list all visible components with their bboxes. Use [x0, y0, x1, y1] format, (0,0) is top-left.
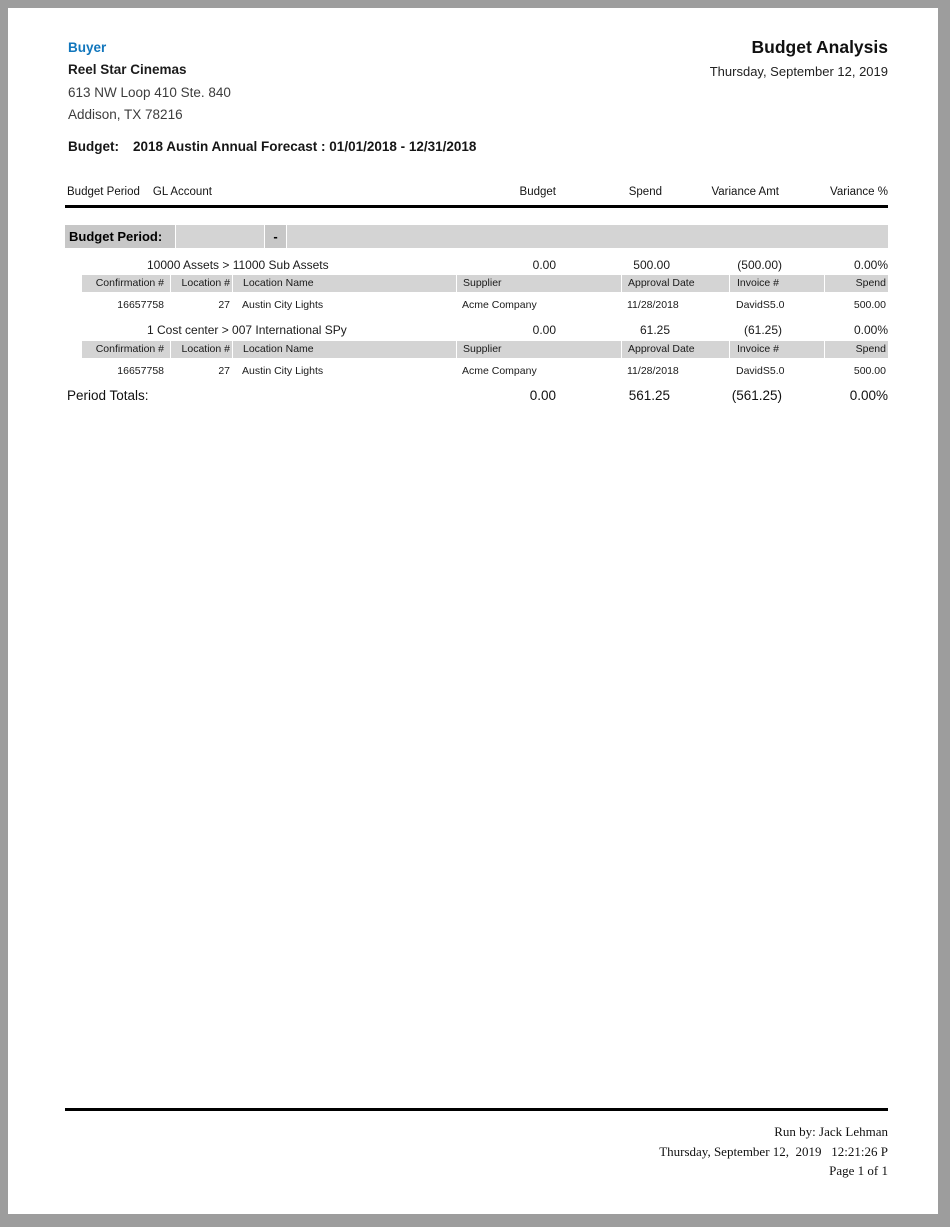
gl-variance-pct-value: 0.00% — [853, 323, 888, 337]
detail-header-invoice: Invoice # — [729, 275, 824, 292]
detail-header-location-name: Location Name — [232, 275, 456, 292]
detail-supplier: Acme Company — [462, 365, 537, 377]
buyer-address-line1: 613 NW Loop 410 Ste. 840 — [68, 85, 231, 100]
detail-invoice: DavidS5.0 — [736, 299, 785, 311]
detail-header-location-num: Location # — [170, 275, 232, 292]
report-date: Thursday, September 12, 2019 — [709, 64, 888, 79]
budget-value: 2018 Austin Annual Forecast : 01/01/2018 - 12/31/2018 — [133, 139, 477, 154]
buyer-name: Reel Star Cinemas — [68, 62, 187, 77]
header-variance-pct: Variance % — [830, 186, 888, 198]
header-gl-account: GL Account — [152, 186, 212, 198]
detail-location-name: Austin City Lights — [242, 365, 324, 377]
detail-approval-date: 11/28/2018 — [627, 299, 679, 311]
detail-header-supplier: Supplier — [456, 341, 621, 358]
budget-line — [68, 139, 476, 154]
detail-location-num: 27 — [218, 365, 230, 377]
report-title: Budget Analysis — [751, 37, 888, 57]
gl-budget-value: 0.00 — [532, 258, 556, 272]
detail-header-invoice: Invoice # — [729, 341, 824, 358]
gl-variance-amt-value: (61.25) — [743, 323, 782, 337]
budget-period-band — [65, 225, 888, 248]
budget-period-separator: - — [264, 225, 286, 248]
detail-row — [82, 296, 888, 314]
gl-account-row — [65, 255, 888, 275]
budget-period-band-label: Budget Period: — [65, 225, 175, 248]
detail-supplier: Acme Company — [462, 299, 537, 311]
detail-approval-date: 11/28/2018 — [627, 365, 679, 377]
detail-spend: 500.00 — [853, 299, 886, 311]
gl-budget-value: 0.00 — [532, 323, 556, 337]
detail-row — [82, 362, 888, 380]
detail-confirmation: 16657758 — [117, 365, 164, 377]
totals-spend-value: 561.25 — [628, 388, 670, 403]
detail-header-confirmation: Confirmation # — [95, 277, 164, 289]
detail-header-supplier: Supplier — [456, 275, 621, 292]
detail-header-spend: Spend — [824, 275, 888, 292]
report-footer — [65, 1122, 888, 1181]
gl-account-row — [65, 320, 888, 340]
gl-spend-value: 61.25 — [639, 323, 670, 337]
buyer-address-line2: Addison, TX 78216 — [68, 107, 183, 122]
gl-spend-value: 500.00 — [633, 258, 670, 272]
detail-header-row — [82, 341, 888, 358]
header-budget-period: Budget Period — [67, 186, 140, 198]
footer-run-by: Run by: Jack Lehman — [774, 1124, 888, 1139]
buyer-label: Buyer — [68, 40, 107, 55]
footer-page-number: Page 1 of 1 — [829, 1163, 888, 1178]
header-spend: Spend — [628, 186, 662, 198]
footer-rule — [65, 1108, 888, 1111]
detail-header-spend: Spend — [824, 341, 888, 358]
gl-account-name: 1 Cost center > 007 International SPy — [147, 323, 347, 337]
footer-datetime: Thursday, September 12, 2019 12:21:26 P — [659, 1143, 888, 1159]
detail-confirmation: 16657758 — [117, 299, 164, 311]
detail-spend: 500.00 — [853, 365, 886, 377]
detail-header-confirmation: Confirmation # — [95, 343, 164, 355]
gl-account-name: 10000 Assets > 11000 Sub Assets — [147, 258, 329, 272]
totals-variance-pct-value: 0.00% — [849, 388, 888, 403]
period-totals-label: Period Totals: — [67, 388, 149, 403]
header-variance-amt: Variance Amt — [711, 186, 779, 198]
detail-invoice: DavidS5.0 — [736, 365, 785, 377]
detail-header-location-name: Location Name — [232, 341, 456, 358]
detail-header-approval-date: Approval Date — [621, 275, 729, 292]
report-page — [8, 8, 938, 1214]
budget-label: Budget: — [68, 139, 119, 154]
gl-variance-amt-value: (500.00) — [737, 258, 782, 272]
budget-period-end-field — [286, 225, 888, 248]
budget-period-start-field — [175, 225, 264, 248]
period-totals-row — [65, 385, 888, 407]
detail-header-location-num: Location # — [170, 341, 232, 358]
detail-header-row — [82, 275, 888, 292]
detail-location-num: 27 — [218, 299, 230, 311]
header-budget: Budget — [519, 186, 556, 198]
column-header-row — [65, 180, 888, 198]
header-rule — [65, 205, 888, 208]
totals-budget-value: 0.00 — [529, 388, 556, 403]
totals-variance-amt-value: (561.25) — [731, 388, 782, 403]
gl-variance-pct-value: 0.00% — [853, 258, 888, 272]
detail-header-approval-date: Approval Date — [621, 341, 729, 358]
detail-location-name: Austin City Lights — [242, 299, 324, 311]
